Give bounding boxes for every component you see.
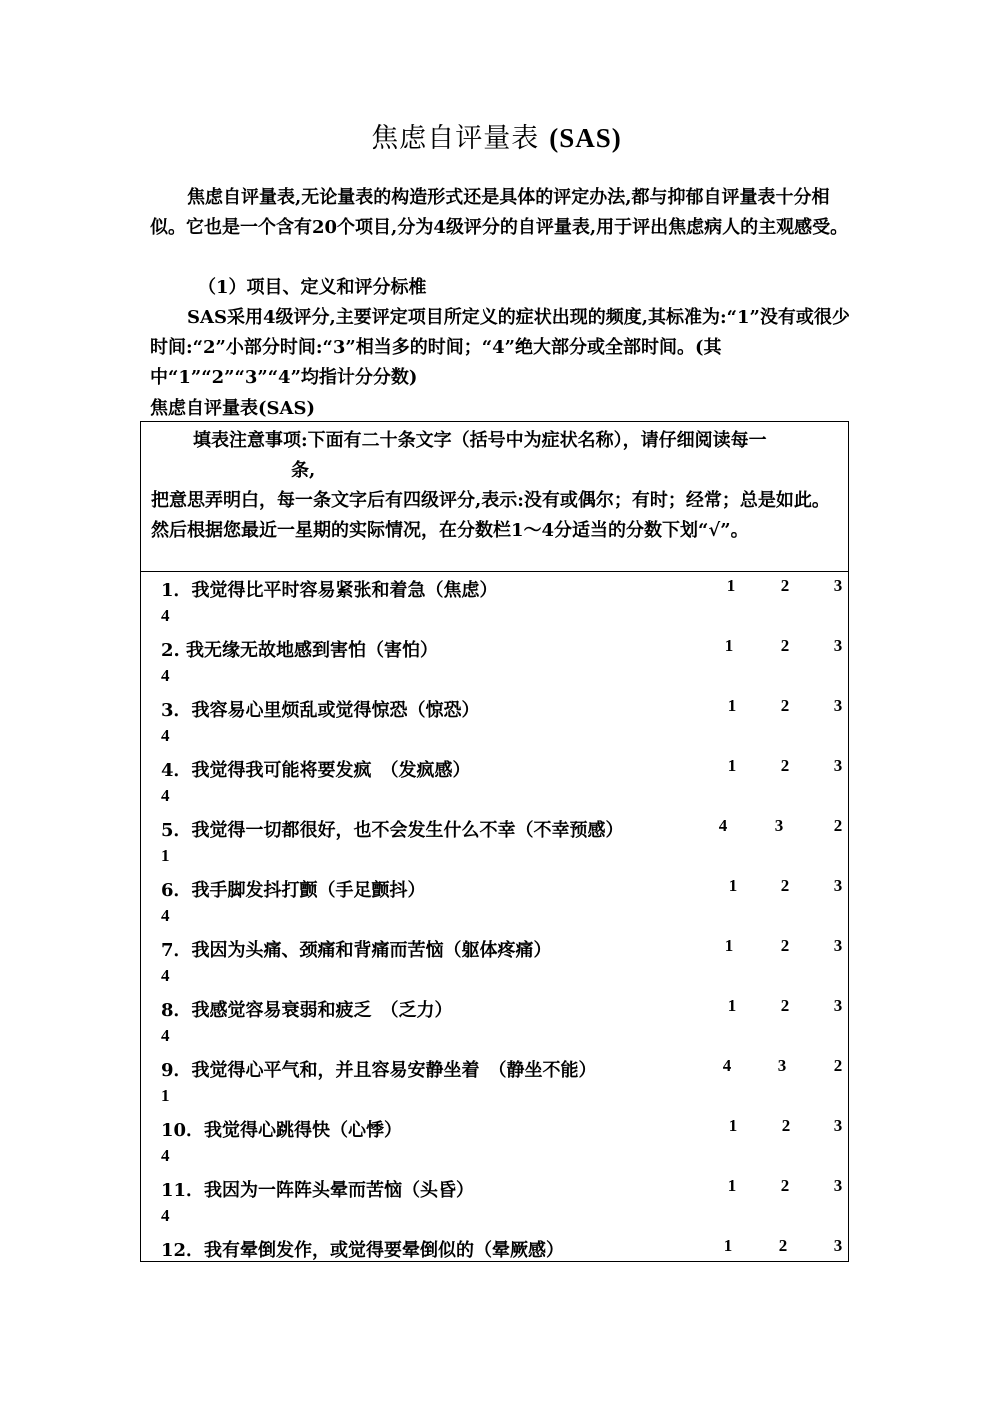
score-option[interactable]: 2 [833,1056,843,1075]
questionnaire-table [140,421,849,1262]
score-option[interactable]: 3 [833,996,843,1015]
score-option[interactable]: 4 [161,1206,170,1225]
section-heading: （1）项目、定义和评分标椎 [198,277,427,298]
table-row [141,1052,848,1112]
score-option[interactable]: 1 [728,876,738,895]
item-text: 11．我因为一阵阵头晕而苦恼（头昏） [161,1180,475,1201]
score-option[interactable]: 1 [161,1086,170,1105]
score-option[interactable]: 1 [727,1176,737,1195]
item-text: 1．我觉得比平时容易紧张和着急（焦虑） [161,580,498,601]
instructions-line-2: 条, [291,460,316,481]
score-option[interactable]: 4 [161,1026,170,1045]
score-option[interactable]: 4 [161,606,170,625]
title-chinese: 焦虑自评量表 [371,123,540,154]
table-row [141,1112,848,1172]
item-text: 5．我觉得一切都很好，也不会发生什么不幸（不幸预感） [161,820,624,841]
score-option[interactable]: 2 [780,756,790,775]
score-option[interactable]: 3 [833,1116,843,1135]
instructions-line-3: 把意思弄明白，每一条文字后有四级评分,表示:没有或偶尔；有时；经常；总是如此。然后根据您最近一星期的实际情况，在分数栏1～4分适当的分数下划“√”。 [151,490,830,541]
score-option[interactable]: 4 [161,1146,170,1165]
item-text: 2. 我无缘无故地感到害怕（害怕） [161,640,439,661]
table-row [141,632,848,692]
table-row [141,932,848,992]
score-option[interactable]: 2 [780,696,790,715]
table-row [141,872,848,932]
score-option[interactable]: 3 [833,1176,843,1195]
score-option[interactable]: 3 [833,1236,843,1255]
score-option[interactable]: 2 [781,1116,791,1135]
score-option[interactable]: 2 [778,1236,788,1255]
score-option[interactable]: 3 [833,576,843,595]
item-text: 8．我感觉容易衰弱和疲乏 （乏力） [161,1000,453,1021]
table-row [141,572,848,632]
score-option[interactable]: 2 [833,816,843,835]
item-text: 9．我觉得心平气和，并且容易安静坐着 （静坐不能） [161,1060,597,1081]
score-option[interactable]: 1 [727,696,737,715]
score-option[interactable]: 2 [780,1176,790,1195]
score-option[interactable]: 1 [727,996,737,1015]
item-text: 4．我觉得我可能将要发疯 （发疯感） [161,760,471,781]
intro-paragraph: 焦虑自评量表,无论量表的构造形式还是具体的评定办法,都与抑郁自评量表十分相似。它也是一个含有20个项目,分为4级评分的自评量表,用于评出焦虑病人的主观感受。 [150,187,849,238]
item-text: 12．我有晕倒发作，或觉得要晕倒似的（晕厥感） [161,1240,565,1261]
item-text: 3．我容易心里烦乱或觉得惊恐（惊恐） [161,700,480,721]
score-option[interactable]: 1 [724,636,734,655]
table-row [141,1172,848,1232]
table-title: 焦虑自评量表(SAS) [150,398,315,419]
item-text: 6．我手脚发抖打颤（手足颤抖） [161,880,426,901]
score-option[interactable]: 2 [780,996,790,1015]
score-option[interactable]: 3 [833,636,843,655]
score-option[interactable]: 2 [780,576,790,595]
instructions-cell [141,422,848,572]
item-text: 10．我觉得心跳得快（心悸） [161,1120,403,1141]
score-option[interactable]: 1 [161,846,170,865]
score-option[interactable]: 4 [161,786,170,805]
score-option[interactable]: 1 [726,576,736,595]
score-option[interactable]: 4 [161,666,170,685]
score-option[interactable]: 1 [727,756,737,775]
score-option[interactable]: 1 [724,936,734,955]
score-option[interactable]: 3 [774,816,784,835]
score-option[interactable]: 2 [780,636,790,655]
table-row [141,692,848,752]
table-row [141,1232,848,1262]
score-option[interactable]: 3 [833,756,843,775]
score-option[interactable]: 2 [780,936,790,955]
scoring-paragraph: SAS采用4级评分,主要评定项目所定义的症状出现的频度,其标准为:“1”没有或很少时间:“2”小部分时间:“3”相当多的时间；“4”绝大部分或全部时间。(其中“1”“2”“3”“4”均指计分分数) [150,307,850,388]
score-option[interactable]: 2 [780,876,790,895]
score-option[interactable]: 3 [777,1056,787,1075]
score-option[interactable]: 1 [728,1116,738,1135]
table-row [141,992,848,1052]
instructions-line-1: 填表注意事项:下面有二十条文字（括号中为症状名称），请仔细阅读每一 [193,430,767,451]
score-option[interactable]: 3 [833,696,843,715]
score-option[interactable]: 3 [833,876,843,895]
score-option[interactable]: 1 [723,1236,733,1255]
score-option[interactable]: 3 [833,936,843,955]
score-option[interactable]: 4 [161,906,170,925]
table-row [141,812,848,872]
page-title [0,116,993,155]
item-text: 7．我因为头痛、颈痛和背痛而苦恼（躯体疼痛） [161,940,552,961]
score-option[interactable]: 4 [718,816,728,835]
score-option[interactable]: 4 [722,1056,732,1075]
table-row [141,752,848,812]
score-option[interactable]: 4 [161,726,170,745]
title-abbreviation: (SAS) [549,123,622,153]
score-option[interactable]: 4 [161,966,170,985]
